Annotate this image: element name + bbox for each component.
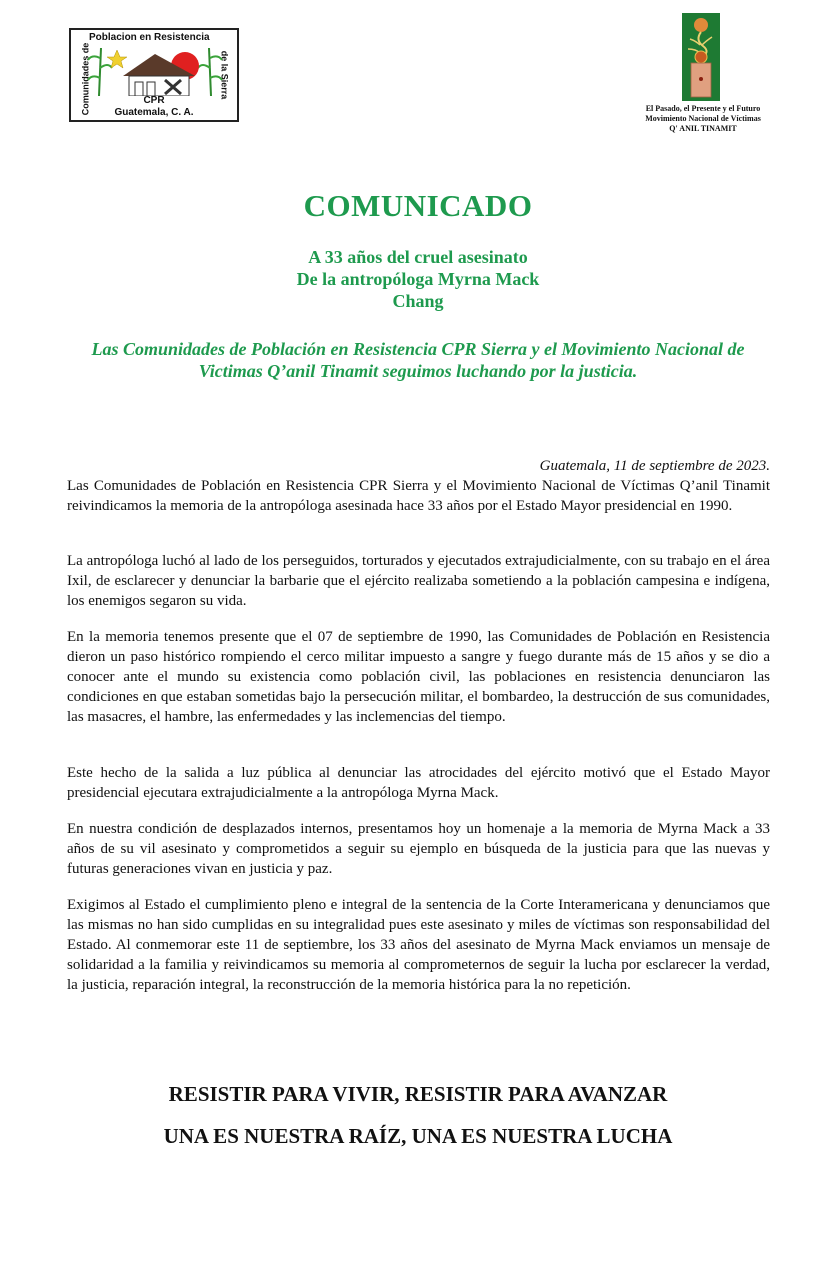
document-subtitle — [0, 246, 836, 312]
document-date: Guatemala, 11 de septiembre de 2023. — [539, 458, 770, 474]
logo-guatemala-text: Guatemala, C. A. — [114, 107, 194, 118]
subtitle-line: Chang — [392, 291, 444, 311]
caption-line: Q' ANIL TINAMIT — [669, 124, 737, 133]
subtitle-line: A 33 años del cruel asesinato — [308, 247, 528, 267]
document-title: COMUNICADO — [303, 188, 533, 223]
house-sun-cornfield-icon — [85, 44, 225, 96]
document-tagline: Las Comunidades de Población en Resistencia CPR Sierra y el Movimiento Nacional de Victimas Q’anil Tinamit seguimos luchando por la justicia. — [91, 339, 745, 381]
caption-line: Movimiento Nacional de Víctimas — [645, 114, 761, 123]
body-paragraph: La antropóloga luchó al lado de los perseguidos, torturados y ejecutados extrajudicialmente, con su trabajo en el área Ixil, de esclarecer y denunciar la barbarie que el ejército realizaba sometiendo a la población campesina e indígena, los enemigos segaron su vida. — [67, 553, 770, 609]
body-paragraph: En la memoria tenemos presente que el 07 de septiembre de 1990, las Comunidades de Población en Resistencia dieron un paso histórico rompiendo el cerco militar impuesto a sangre y fuego durante más de 15 años y se dio a conocer ante el mundo su existencia como población civil, las poblaciones en resistencia denunciaron las condiciones en que estaban sometidas bajo la persecución militar, el bombardeo, la destrucción de sus comunidades, las masacres, el hambre, las enfermedades y las inclemencias del tiempo. — [67, 629, 770, 725]
logo-right-vertical-text: de la Sierra — [219, 50, 230, 100]
slogan-line: UNA ES NUESTRA RAÍZ, UNA ES NUESTRA LUCHA — [163, 1124, 673, 1148]
body-paragraph: Las Comunidades de Población en Resistencia CPR Sierra y el Movimiento Nacional de Víctimas Q’anil Tinamit reivindicamos la memoria de la antropóloga asesinada hace 33 años por el Estado Mayor presidencial en 1990. — [67, 478, 770, 514]
caption-line: El Pasado, el Presente y el Futuro — [645, 104, 761, 113]
qanil-tinamit-emblem — [682, 13, 720, 101]
logo-left-vertical-text: Comunidades de — [80, 42, 91, 116]
body-paragraph: En nuestra condición de desplazados internos, presentamos hoy un homenaje a la memoria de Myrna Mack a 33 años de su vil asesinato y comprometidos a seguir su ejemplo en búsqueda de la justicia para que las nuevas y futuras generaciones vivan en justicia y paz. — [67, 821, 770, 877]
logo-cpr-text: CPR — [143, 95, 165, 106]
qanil-tinamit-caption — [628, 104, 778, 134]
seed-plant-emblem-icon — [682, 13, 720, 101]
body-paragraph: Este hecho de la salida a luz pública al denunciar las atrocidades del ejército motivó que el Estado Mayor presidencial ejecutara extrajudicialmente a la antropóloga Myrna Mack. — [67, 765, 770, 801]
subtitle-line: De la antropóloga Myrna Mack — [296, 269, 540, 289]
logo-top-text: Poblacion en Resistencia — [89, 32, 210, 43]
body-paragraph: Exigimos al Estado el cumplimiento pleno e integral de la sentencia de la Corte Interamericana y denunciamos que las mismas no han sido cumplidas en su integralidad pues este asesinato y miles de víctimas son responsabilidad del Estado. Al conmemorar este 11 de septiembre, los 33 años del asesinato de Myrna Mack enviamos un mensaje de solidaridad a la familia y reivindicamos su memoria al comprometernos de seguir la lucha por esclarecer la verdad, la justicia, reparación integral, la reconstrucción de la memoria histórica para la no repetición. — [67, 897, 770, 993]
cpr-sierra-logo — [69, 28, 239, 122]
slogan-line: RESISTIR PARA VIVIR, RESISTIR PARA AVANZAR — [168, 1082, 668, 1106]
